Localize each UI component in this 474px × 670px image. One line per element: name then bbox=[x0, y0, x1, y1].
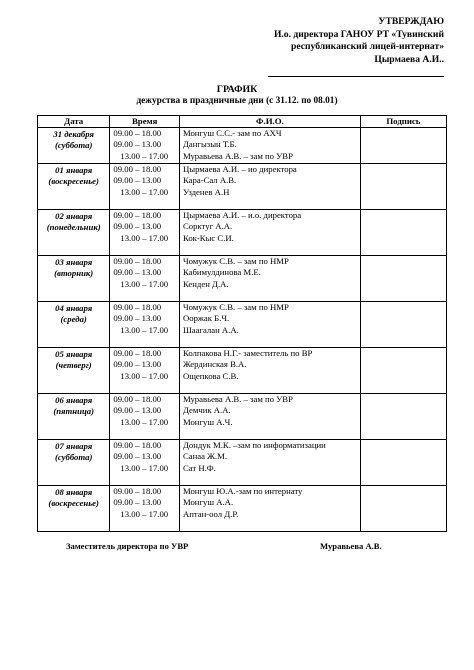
signature-line bbox=[268, 76, 444, 77]
time-cell bbox=[110, 440, 180, 486]
time-slot: 09.00 – 18.00 bbox=[113, 164, 162, 175]
footer-name: Муравьева А.В. bbox=[320, 541, 382, 551]
time-slot: 09.00 – 13.00 bbox=[113, 451, 162, 462]
column-header-name: Ф.И.О. bbox=[179, 116, 360, 128]
staff-name: Узденев А.Н bbox=[182, 186, 230, 197]
time-slot: 09.00 – 13.00 bbox=[113, 497, 162, 508]
names-cell bbox=[179, 302, 360, 348]
table-row bbox=[38, 256, 447, 302]
names-cell bbox=[179, 394, 360, 440]
staff-name: Кабимулдинова М.Е. bbox=[182, 267, 261, 278]
staff-name: Сорктуг А.А. bbox=[182, 221, 233, 232]
signature-cell bbox=[360, 128, 446, 164]
duty-date: 03 января bbox=[55, 257, 93, 268]
time-slot: 09.00 – 18.00 bbox=[113, 394, 162, 405]
time-cell bbox=[110, 164, 180, 210]
names-cell bbox=[179, 256, 360, 302]
time-slot: 09.00 – 18.00 bbox=[113, 256, 162, 267]
names-cell bbox=[179, 486, 360, 532]
staff-name: Чомужук С.В. – зам по НМР bbox=[182, 256, 289, 267]
staff-name: Монгуш А.Ч. bbox=[182, 416, 233, 427]
duty-weekday: (пятница) bbox=[53, 406, 95, 417]
duty-date: 04 января bbox=[55, 303, 93, 314]
duty-weekday: (понедельник) bbox=[46, 222, 101, 233]
duty-schedule-table bbox=[37, 115, 447, 532]
table-row bbox=[38, 348, 447, 394]
signature-cell bbox=[360, 348, 446, 394]
staff-name: Колпакова Н.Г.- заместитель по ВР bbox=[182, 348, 313, 359]
names-cell bbox=[179, 128, 360, 164]
duty-weekday: (суббота) bbox=[54, 140, 93, 151]
staff-name: Монгуш А.А. bbox=[182, 497, 234, 508]
signature-cell bbox=[360, 164, 446, 210]
duty-date: 01 января bbox=[55, 165, 93, 176]
duty-weekday: (воскресенье) bbox=[48, 176, 99, 187]
date-cell bbox=[38, 394, 110, 440]
staff-name: Монгуш Ю.А.-зам по интернату bbox=[182, 486, 303, 497]
time-slot: 09.00 – 13.00 bbox=[113, 139, 162, 150]
time-cell bbox=[110, 256, 180, 302]
staff-name: Демчик А.А. bbox=[182, 405, 231, 416]
duty-date: 02 января bbox=[55, 211, 93, 222]
time-slot: 09.00 – 18.00 bbox=[113, 210, 162, 221]
duty-date: 31 декабря bbox=[53, 129, 94, 140]
column-header-signature: Подпись bbox=[360, 116, 446, 128]
time-slot: 09.00 – 18.00 bbox=[113, 302, 162, 313]
staff-name: Муравьева А.В. – зам по УВР bbox=[182, 394, 293, 405]
time-slot: 13.00 – 17.00 bbox=[120, 416, 169, 427]
time-cell bbox=[110, 128, 180, 164]
staff-name: Муравьева А.В. – зам по УВР bbox=[182, 150, 293, 161]
staff-name: Жердинская В.А. bbox=[182, 359, 247, 370]
date-cell bbox=[38, 210, 110, 256]
date-cell bbox=[38, 486, 110, 532]
staff-name: Сат Н.Ф. bbox=[182, 462, 216, 473]
time-slot: 09.00 – 13.00 bbox=[113, 175, 162, 186]
staff-name: Цырмаева А.И. – ио директора bbox=[182, 164, 297, 175]
time-slot: 13.00 – 17.00 bbox=[120, 278, 169, 289]
table-row bbox=[38, 486, 447, 532]
time-slot: 13.00 – 17.00 bbox=[120, 150, 169, 161]
staff-name: Дондук М.К. –зам по информатизации bbox=[182, 440, 326, 451]
duty-date: 07 января bbox=[55, 441, 93, 452]
duty-date: 06 января bbox=[55, 395, 93, 406]
date-cell bbox=[38, 164, 110, 210]
time-slot: 13.00 – 17.00 bbox=[120, 370, 169, 381]
staff-name: Шаагалан А.А. bbox=[182, 324, 239, 335]
duty-weekday: (четверг) bbox=[55, 360, 92, 371]
approval-header: УТВЕРЖДАЮ bbox=[378, 16, 444, 27]
table-row bbox=[38, 164, 447, 210]
time-slot: 09.00 – 13.00 bbox=[113, 313, 162, 324]
names-cell bbox=[179, 164, 360, 210]
signature-cell bbox=[360, 256, 446, 302]
staff-name: Монгуш С.С.- зам по АХЧ bbox=[182, 128, 282, 139]
duty-weekday: (воскресенье) bbox=[48, 498, 99, 509]
approval-line-3: Цырмаева А.И.. bbox=[374, 53, 444, 65]
table-row bbox=[38, 210, 447, 256]
date-cell bbox=[38, 302, 110, 348]
signature-cell bbox=[360, 302, 446, 348]
date-cell bbox=[38, 128, 110, 164]
signature-cell bbox=[360, 486, 446, 532]
staff-name: Чомужук С.В. – зам по НМР bbox=[182, 302, 289, 313]
signature-cell bbox=[360, 394, 446, 440]
date-cell bbox=[38, 348, 110, 394]
document-subtitle: дежурства в праздничные дни (с 31.12. по 08.01) bbox=[136, 96, 338, 106]
table-row bbox=[38, 394, 447, 440]
names-cell bbox=[179, 440, 360, 486]
duty-weekday: (среда) bbox=[60, 314, 87, 325]
duty-weekday: (вторник) bbox=[54, 268, 94, 279]
table-row bbox=[38, 128, 447, 164]
staff-name: Кенден Д.А. bbox=[182, 278, 229, 289]
duty-date: 08 января bbox=[55, 487, 93, 498]
staff-name: Дангызын Т.Б. bbox=[182, 139, 237, 150]
table-row bbox=[38, 302, 447, 348]
staff-name: Цырмаева А.И. – и.о. директора bbox=[182, 210, 302, 221]
names-cell bbox=[179, 348, 360, 394]
staff-name: Санаа Ж.М. bbox=[182, 451, 227, 462]
signature-cell bbox=[360, 210, 446, 256]
time-slot: 09.00 – 13.00 bbox=[113, 405, 162, 416]
time-slot: 09.00 – 13.00 bbox=[113, 267, 162, 278]
time-cell bbox=[110, 486, 180, 532]
time-cell bbox=[110, 394, 180, 440]
time-slot: 09.00 – 13.00 bbox=[113, 221, 162, 232]
time-cell bbox=[110, 348, 180, 394]
column-header-date: Дата bbox=[38, 116, 110, 128]
date-cell bbox=[38, 440, 110, 486]
time-slot: 09.00 – 18.00 bbox=[113, 440, 162, 451]
time-slot: 09.00 – 13.00 bbox=[113, 359, 162, 370]
time-cell bbox=[110, 210, 180, 256]
time-slot: 13.00 – 17.00 bbox=[120, 232, 169, 243]
document-title: ГРАФИК bbox=[216, 84, 258, 95]
footer-position: Заместитель директора по УВР bbox=[66, 541, 189, 551]
time-cell bbox=[110, 302, 180, 348]
time-slot: 13.00 – 17.00 bbox=[120, 324, 169, 335]
date-cell bbox=[38, 256, 110, 302]
approval-line-1: И.о. директора ГАНОУ РТ «Тувинский bbox=[273, 28, 444, 40]
staff-name: Ооржак Б.Ч. bbox=[182, 313, 230, 324]
time-slot: 09.00 – 18.00 bbox=[113, 348, 162, 359]
signature-cell bbox=[360, 440, 446, 486]
staff-name: Кара-Сал А.В. bbox=[182, 175, 237, 186]
time-slot: 13.00 – 17.00 bbox=[120, 508, 169, 519]
duty-date: 05 января bbox=[55, 349, 93, 360]
table-header-row bbox=[38, 116, 447, 128]
approval-block bbox=[274, 16, 444, 66]
staff-name: Кок-Кыс С.И. bbox=[182, 232, 234, 243]
table-row bbox=[38, 440, 447, 486]
staff-name: Ощепкова С.В. bbox=[182, 370, 239, 381]
staff-name: Аптан-оол Д.Р. bbox=[182, 508, 239, 519]
time-slot: 09.00 – 18.00 bbox=[113, 128, 162, 139]
time-slot: 09.00 – 18.00 bbox=[113, 486, 162, 497]
time-slot: 13.00 – 17.00 bbox=[120, 186, 169, 197]
duty-weekday: (суббота) bbox=[54, 452, 93, 463]
column-header-time: Время bbox=[110, 116, 180, 128]
approval-line-2: республиканский лицей-интернат» bbox=[291, 41, 444, 53]
names-cell bbox=[179, 210, 360, 256]
time-slot: 13.00 – 17.00 bbox=[120, 462, 169, 473]
